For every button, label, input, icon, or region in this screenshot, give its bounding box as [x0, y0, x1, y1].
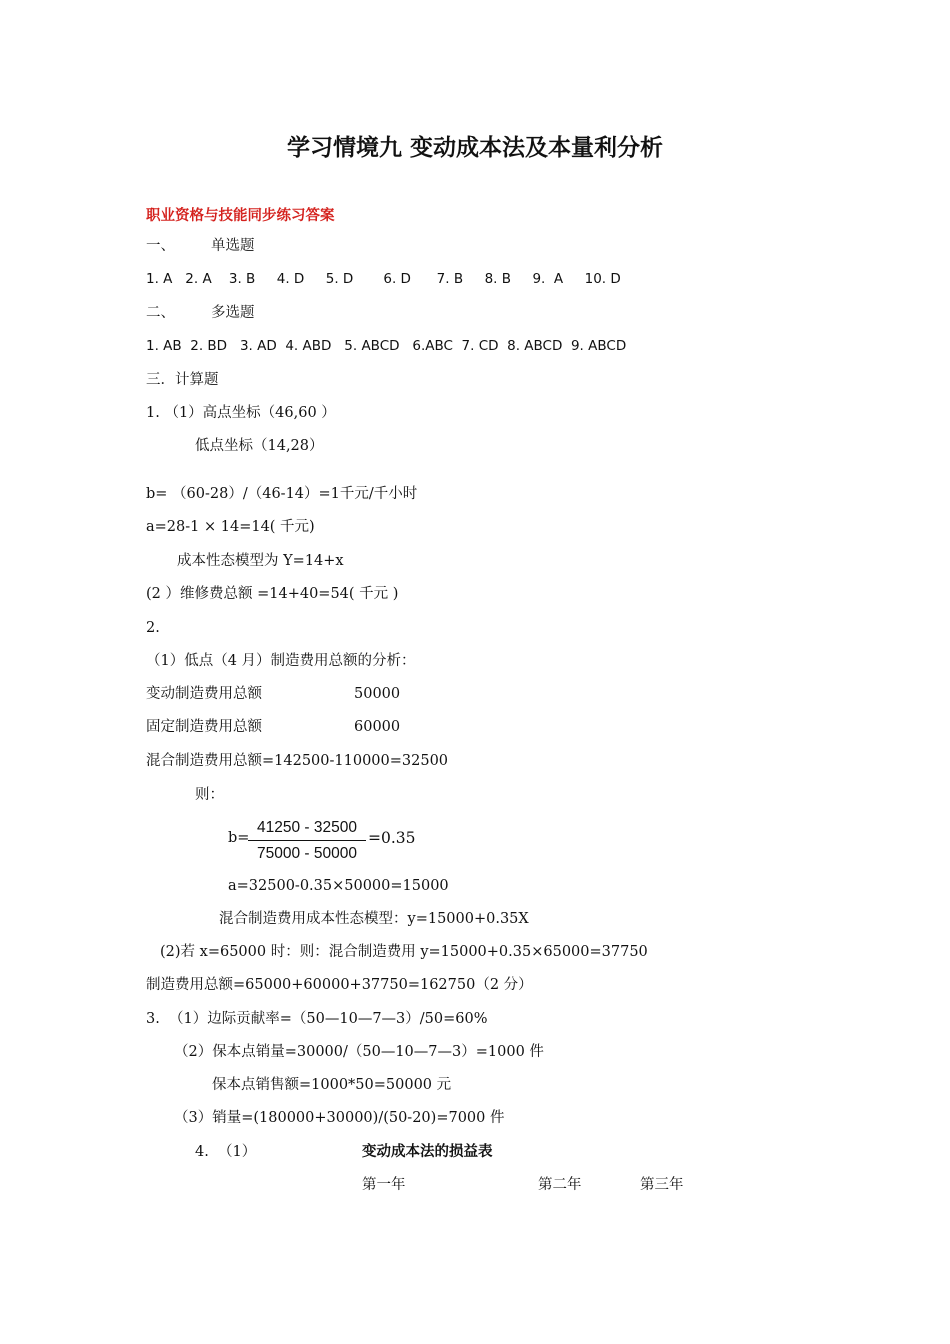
q2-b-denominator: 75000 - 50000	[257, 845, 357, 862]
q1-line5: 成本性态模型为 Y=14+x	[177, 553, 344, 569]
q1-line6: (2 ）维修费总额 =14+40=54( 千元 )	[146, 586, 399, 602]
q2-fix-value: 60000	[354, 719, 401, 735]
q2-b-numerator: 41250 - 32500	[257, 819, 357, 836]
q1-line4: a=28-1 × 14=14( 千元)	[146, 519, 315, 535]
fraction-bar	[248, 840, 366, 841]
q4-col-year1: 第一年	[362, 1177, 406, 1193]
q1-line2: 低点坐标（14,28）	[195, 438, 324, 454]
q2-then: 则：	[195, 787, 224, 803]
part2-answers: 1. AB 2. BD 3. AD 4. ABD 5. ABCD 6.ABC 7. CD 8. ABCD 9. ABCD	[146, 338, 627, 354]
q2-a-line: a=32500-0.35×50000=15000	[228, 878, 449, 894]
part2-label: 多选题	[211, 305, 255, 321]
part3-heading: 三．计算题	[146, 372, 219, 388]
document-title: 学习情境九 变动成本法及本量利分析	[286, 135, 663, 161]
q2-fix-label: 固定制造费用总额	[146, 719, 262, 735]
part1-answers: 1. A 2. A 3. B 4. D 5. D 6. D 7. B 8. B 9. A 10. D	[146, 271, 621, 287]
q4-col-year3: 第三年	[640, 1177, 684, 1193]
q3-line3: 保本点销售额=1000*50=50000 元	[212, 1077, 452, 1093]
q2-number: 2.	[146, 620, 160, 636]
part1-label: 单选题	[211, 238, 255, 254]
q2-mixed-total: 混合制造费用总额=142500-110000=32500	[146, 753, 449, 769]
q4-line1: 4. （1）	[195, 1144, 257, 1160]
q2-part2: (2)若 x=65000 时：则：混合制造费用 y=15000+0.35×65000=37750	[160, 944, 648, 960]
q4-col-year2: 第二年	[538, 1177, 582, 1193]
q3-line1: 3. （1）边际贡献率=（50—10—7—3）/50=60%	[146, 1011, 488, 1027]
q2-b-prefix: b=	[228, 830, 250, 846]
q4-table-title: 变动成本法的损益表	[362, 1144, 493, 1160]
q1-line1: 1. （1）高点坐标（46,60 ）	[146, 405, 336, 421]
q2-total: 制造费用总额=65000+60000+37750=162750（2 分）	[146, 977, 533, 993]
section-heading: 职业资格与技能同步练习答案	[146, 208, 335, 224]
q1-line3: b= （60-28）/（46-14）=1千元/千小时	[146, 486, 418, 502]
q3-line4: （3）销量=(180000+30000)/(50-20)=7000 件	[174, 1110, 505, 1126]
q2-line1: （1）低点（4 月）制造费用总额的分析：	[146, 653, 416, 669]
q3-line2: （2）保本点销量=30000/（50—10—7—3）=1000 件	[174, 1044, 544, 1060]
q2-b-fraction	[248, 818, 366, 864]
q2-var-value: 50000	[354, 686, 401, 702]
q2-var-label: 变动制造费用总额	[146, 686, 262, 702]
part2-number: 二、	[146, 305, 175, 321]
part1-number: 一、	[146, 238, 175, 254]
q2-b-result: =0.35	[368, 829, 416, 847]
q2-model: 混合制造费用成本性态模型：y=15000+0.35X	[219, 911, 529, 927]
